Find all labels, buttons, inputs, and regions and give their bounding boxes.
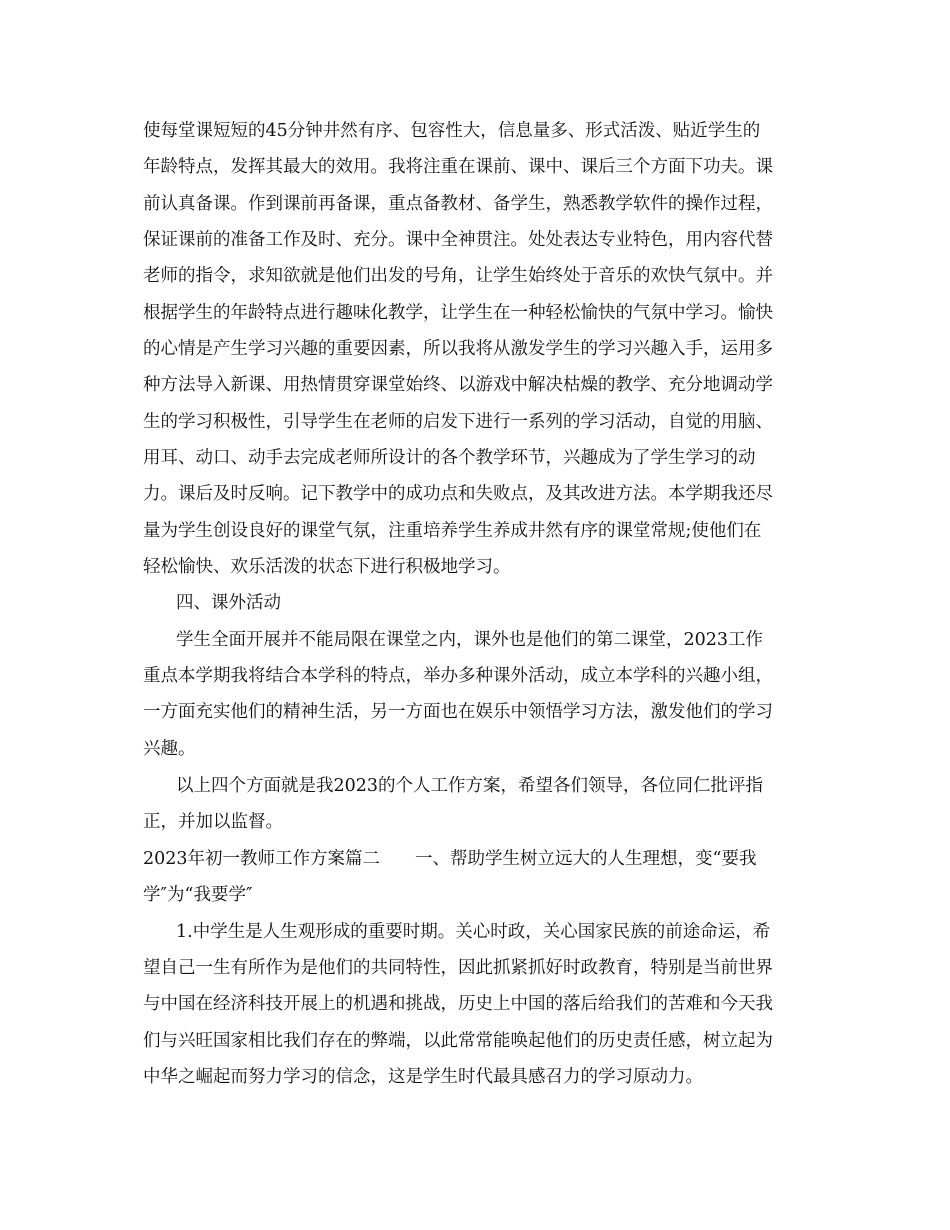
text-line: 老师的指令，求知欲就是他们出发的号角，让学生始终处于音乐的欢快气氛中。并 xyxy=(143,266,773,286)
text-line: 前认真备课。作到课前再备课，重点备教材、备学生，熟悉教学软件的操作过程， xyxy=(143,194,773,214)
text-line: 以上四个方面就是我2023的个人工作方案，希望各们领导，各位同仁批评指 xyxy=(176,776,764,796)
text-line: 兴趣。 xyxy=(143,739,196,759)
text-line: 年龄特点，发挥其最大的效用。我将注重在课前、课中、课后三个方面下功夫。课 xyxy=(143,157,773,177)
text-line: 保证课前的准备工作及时、充分。课中全神贯注。处处表达专业特色，用内容代替 xyxy=(143,230,773,250)
text-line: 重点本学期我将结合本学科的特点，举办多种课外活动，成立本学科的兴趣小组， xyxy=(143,666,773,686)
text-line: 望自己一生有所作为是他们的共同特性，因此抓紧抓好时政教育，特别是当前世界 xyxy=(143,958,773,978)
text-line: 与中国在经济科技开展上的机遇和挑战，历史上中国的落后给我们的苦难和今天我 xyxy=(143,994,773,1014)
text-line: 种方法导入新课、用热情贯穿课堂始终、以游戏中解决枯燥的教学、充分地调动学 xyxy=(143,375,773,395)
text-line: 根据学生的年龄特点进行趣味化教学，让学生在一种轻松愉快的气氛中学习。愉快 xyxy=(143,303,773,323)
text-line: 用耳、动口、动手去完成老师所设计的各个教学环节，兴趣成为了学生学习的动 xyxy=(143,448,756,468)
section-title: 2023年初一教师工作方案篇二 一、帮助学生树立远大的人生理想，变“要我 xyxy=(143,849,757,869)
text-line: 量为学生创设良好的课堂气氛，注重培养学生养成井然有序的课堂常规;使他们在 xyxy=(143,521,762,541)
text-line: 们与兴旺国家相比我们存在的弊端，以此常常能唤起他们的历史责任感，树立起为 xyxy=(143,1031,773,1051)
text-line: 使每堂课短短的45分钟井然有序、包容性大，信息量多、形式活泼、贴近学生的 xyxy=(143,121,761,141)
text-line: 正，并加以监督。 xyxy=(143,812,283,832)
text-line: 中华之崛起而努力学习的信念，这是学生时代最具感召力的学习原动力。 xyxy=(143,1067,703,1087)
text-line: 轻松愉快、欢乐活泼的状态下进行积极地学习。 xyxy=(143,557,511,577)
text-line: 一方面充实他们的精神生活，另一方面也在娱乐中领悟学习方法，激发他们的学习 xyxy=(143,702,773,722)
text-line: 学″为“我要学″ xyxy=(143,885,253,905)
text-line: 学生全面开展并不能局限在课堂之内，课外也是他们的第二课堂，2023工作 xyxy=(176,630,764,650)
text-line: 的心情是产生学习兴趣的重要因素，所以我将从激发学生的学习兴趣入手，运用多 xyxy=(143,339,773,359)
text-line: 生的学习积极性，引导学生在老师的启发下进行一系列的学习活动，自觉的用脑、 xyxy=(143,412,773,432)
section-heading: 四、课外活动 xyxy=(176,593,281,613)
text-line: 力。课后及时反响。记下教学中的成功点和失败点，及其改进方法。本学期我还尽 xyxy=(143,484,773,504)
text-line: 1.中学生是人生观形成的重要时期。关心时政，关心国家民族的前途命运，希 xyxy=(176,922,771,942)
